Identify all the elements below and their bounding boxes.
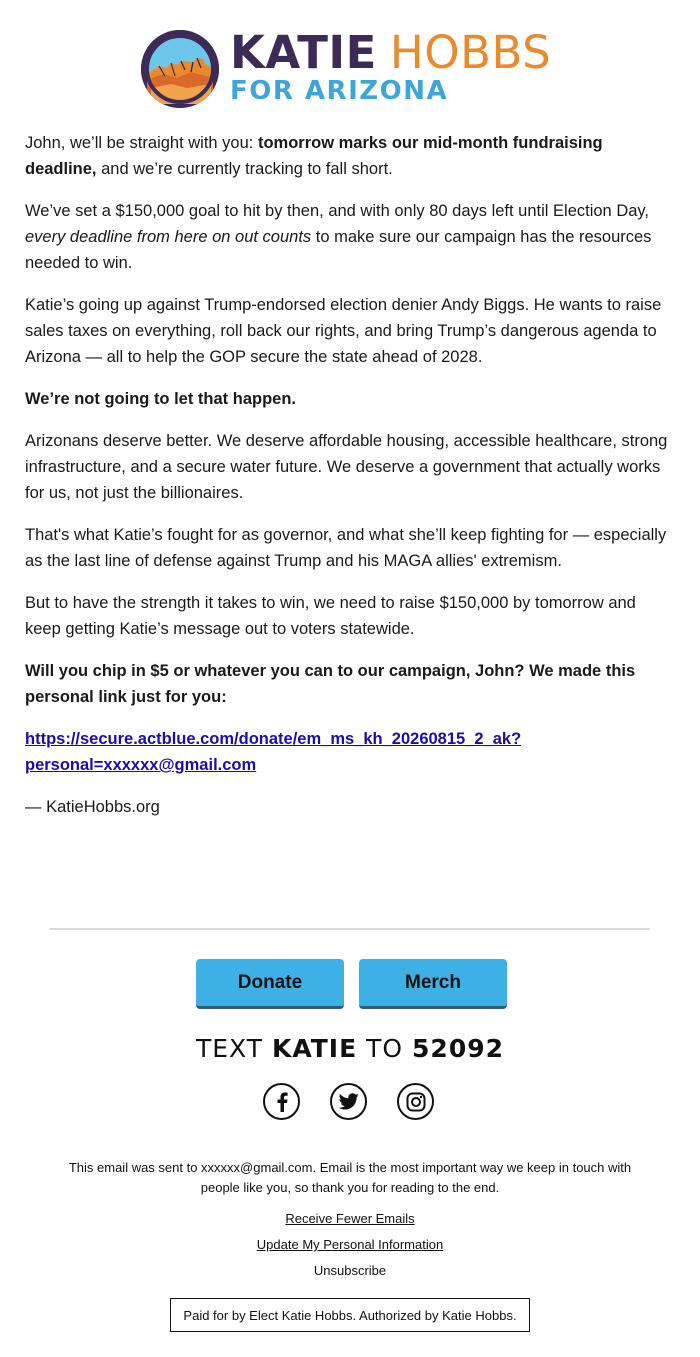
update-personal-info-link[interactable]: Update My Personal Information [256, 1237, 444, 1252]
brand-name [230, 28, 551, 78]
text-cta-number: 52092 [412, 1034, 505, 1063]
paragraph-link [25, 726, 675, 778]
paragraph-ask [25, 658, 675, 710]
update-info-row [0, 1237, 700, 1252]
intro-text: John, we’ll be straight with you: [25, 134, 258, 152]
ask-bold-text: Will you chip in $5 or whatever you can to our campaign, John? We made this personal link just for you: [25, 662, 636, 706]
donate-link-line2[interactable]: personal=xxxxxx@gmail.com [25, 756, 257, 774]
paragraph-governor: That's what Katie’s fought for as governor, and what she’ll keep fighting for — especially as the last line of defense against Trump and his MAGA allies' extremism. [25, 526, 667, 570]
unsubscribe-link[interactable]: Unsubscribe [313, 1263, 387, 1278]
text-cta-to: TO [366, 1034, 404, 1063]
twitter-icon[interactable] [330, 1083, 367, 1120]
donate-button[interactable]: Donate [196, 959, 344, 1009]
fewer-emails-row [0, 1211, 700, 1226]
merch-button[interactable]: Merch [359, 959, 507, 1009]
paragraph-arizonans: Arizonans deserve better. We deserve affordable housing, accessible healthcare, strong infrastructure, and a secure water future. We deserve a government that actually works for us, not just the billionaires. [25, 432, 668, 502]
paragraph-goal [25, 198, 675, 276]
unsubscribe-row [0, 1263, 700, 1278]
paragraph-strength: But to have the strength it takes to win, we need to raise $150,000 by tomorrow and keep getting Katie’s message out to voters statewide. [25, 594, 636, 638]
email-body [0, 122, 700, 820]
text-to-join [0, 1034, 700, 1063]
action-buttons [196, 959, 507, 1009]
social-links [263, 1083, 434, 1120]
donate-link[interactable] [25, 730, 521, 774]
instagram-icon[interactable] [397, 1083, 434, 1120]
brand-tagline: FOR ARIZONA [230, 76, 449, 106]
goal-text-end: to make sure our campaign has the resources needed to win. [25, 228, 652, 272]
signature: — KatieHobbs.org [25, 798, 160, 816]
paragraph-intro [25, 130, 675, 182]
brand-first-name: KATIE [230, 26, 377, 79]
donate-link-line1[interactable]: https://secure.actblue.com/donate/em_ms_kh_20260815_2_ak? [25, 730, 522, 748]
footer-divider [50, 928, 650, 930]
brand-last-name: HOBBS [389, 26, 552, 79]
email-header [0, 0, 700, 122]
paid-for-disclaimer: Paid for by Elect Katie Hobbs. Authorized by Katie Hobbs. [170, 1298, 530, 1332]
receive-fewer-emails-link[interactable]: Receive Fewer Emails [285, 1211, 415, 1226]
facebook-icon[interactable] [263, 1083, 300, 1120]
paragraph-opponent: Katie’s going up against Trump-endorsed election denier Andy Biggs. He wants to raise sales taxes on everything, roll back our rights, and bring Trump’s dangerous agenda to Arizona — all to help the GOP secure the state ahead of 2028. [25, 296, 662, 366]
text-cta-word: TEXT [195, 1034, 263, 1063]
text-cta-keyword: KATIE [271, 1034, 358, 1063]
paragraph-not-happen [25, 386, 675, 412]
not-happen-bold-text: We’re not going to let that happen. [25, 390, 297, 408]
intro-text-end: and we’re currently tracking to fall short. [96, 160, 393, 178]
arizona-landscape-logo-icon [141, 30, 219, 108]
goal-text: We’ve set a $150,000 goal to hit by then, and with only 80 days left until Election Day, [25, 202, 650, 220]
goal-italic-text: every deadline from here on out counts [25, 228, 312, 246]
intro-bold-text: tomorrow marks our mid-month fundraising deadline, [25, 134, 603, 178]
sent-notice: This email was sent to xxxxxx@gmail.com. Email is the most important way we keep in touch with people like you, so thank you for reading to the end. [68, 1160, 632, 1195]
